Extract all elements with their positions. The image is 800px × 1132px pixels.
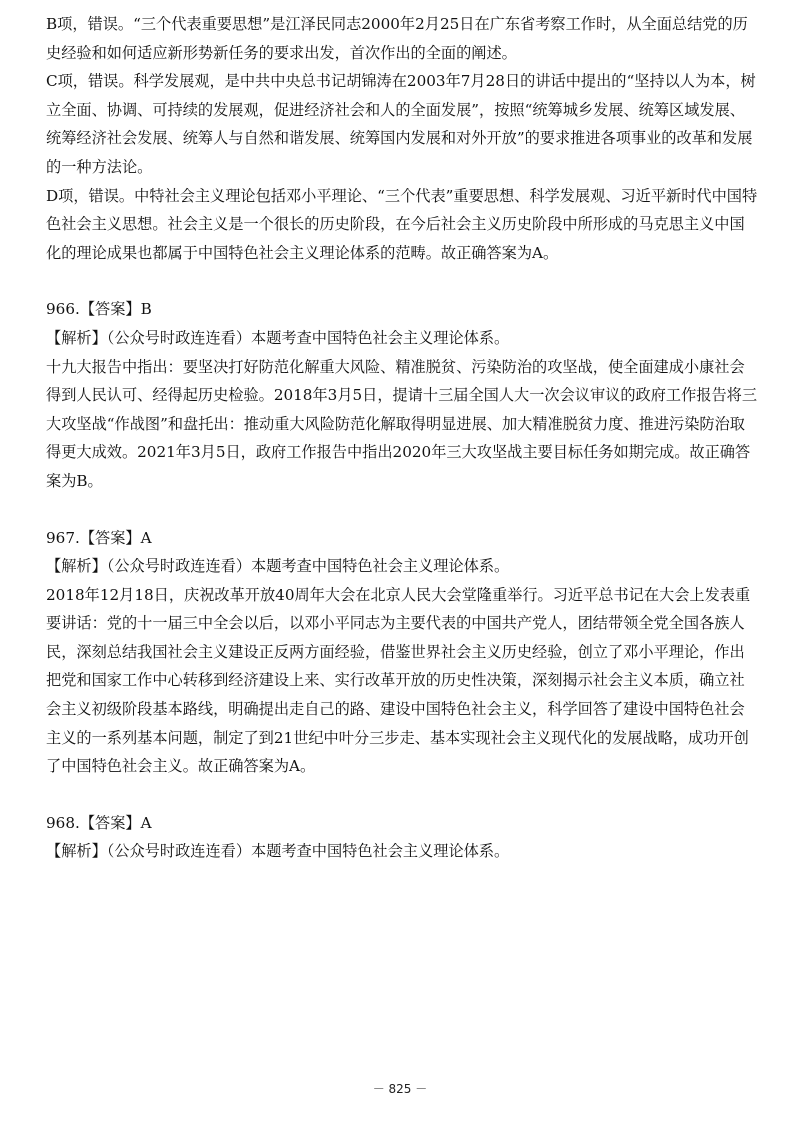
- question-967-body: 2018年12月18日，庆祝改革开放40周年大会在北京人民大会堂隆重举行。习近平总书记在大会上发表重要讲话：党的十一届三中全会以后，以邓小平同志为主要代表的中国共产党人，团结带领全党全国各族人民，深刻总结我国社会主义建设正反两方面经验，借鉴世界社会主义历史经验，创立了邓小平理论，作出把党和国家工作中心转移到经济建设上来、实行改革开放的历史性决策，深刻揭示社会主义本质，确立社会主义初级阶段基本路线，明确提出走自己的路、建设中国特色社会主义，科学回答了建设中国特色社会主义的一系列基本问题，制定了到21世纪中叶分三步走、基本实现社会主义现代化的发展战略，成功开创了中国特色社会主义。故正确答案为A。: [46, 585, 751, 776]
- question-968-analysis: 【解析】（公众号时政连连看）本题考查中国特色社会主义理论体系。: [46, 842, 510, 861]
- paragraph-option-b: B项，错误。“三个代表重要思想”是江泽民同志2000年2月25日在广东省考察工作时，从全面总结党的历史经验和如何适应新形势新任务的要求出发，首次作出的全面的阐述。: [46, 15, 748, 62]
- section-gap: [46, 781, 758, 809]
- question-966-answer: 966.【答案】B: [46, 300, 152, 319]
- question-967-analysis: 【解析】（公众号时政连连看）本题考查中国特色社会主义理论体系。: [46, 557, 510, 576]
- question-966-analysis: 【解析】（公众号时政连连看）本题考查中国特色社会主义理论体系。: [46, 328, 510, 347]
- paragraph-option-c: C项，错误。科学发展观，是中共中央总书记胡锦涛在2003年7月28日的讲话中提出的“坚持以人为本，树立全面、协调、可持续的发展观，促进经济社会和人的全面发展”，按照“统筹城乡发展、统筹区域发展、统筹经济社会发展、统筹人与自然和谐发展、统筹国内发展和对外开放”的要求推进各项事业的改革和发展的一种方法论。: [46, 72, 756, 176]
- paragraph-option-d: D项，错误。中特社会主义理论包括邓小平理论、“三个代表”重要思想、科学发展观、习近平新时代中国特色社会主义思想。社会主义是一个很长的历史阶段，在今后社会主义历史阶段中所形成的马克思主义中国化的理论成果也都属于中国特色社会主义理论体系的范畴。故正确答案为A。: [46, 186, 758, 262]
- section-gap: [46, 267, 758, 295]
- page-content: [46, 10, 758, 866]
- page-number: － 825 －: [372, 1082, 428, 1096]
- question-968-answer: 968.【答案】A: [46, 813, 152, 832]
- question-967-answer: 967.【答案】A: [46, 528, 152, 547]
- section-gap: [46, 496, 758, 524]
- question-966-body: 十九大报告中指出：要坚决打好防范化解重大风险、精准脱贫、污染防治的攻坚战，使全面建成小康社会得到人民认可、经得起历史检验。2018年3月5日，提请十三届全国人大一次会议审议的政府工作报告将三大攻坚战“作战图”和盘托出：推动重大风险防范化解取得明显进展、加大精准脱贫力度、推进污染防治取得更大成效。2021年3月5日，政府工作报告中指出2020年三大攻坚战主要目标任务如期完成。故正确答案为B。: [46, 357, 758, 490]
